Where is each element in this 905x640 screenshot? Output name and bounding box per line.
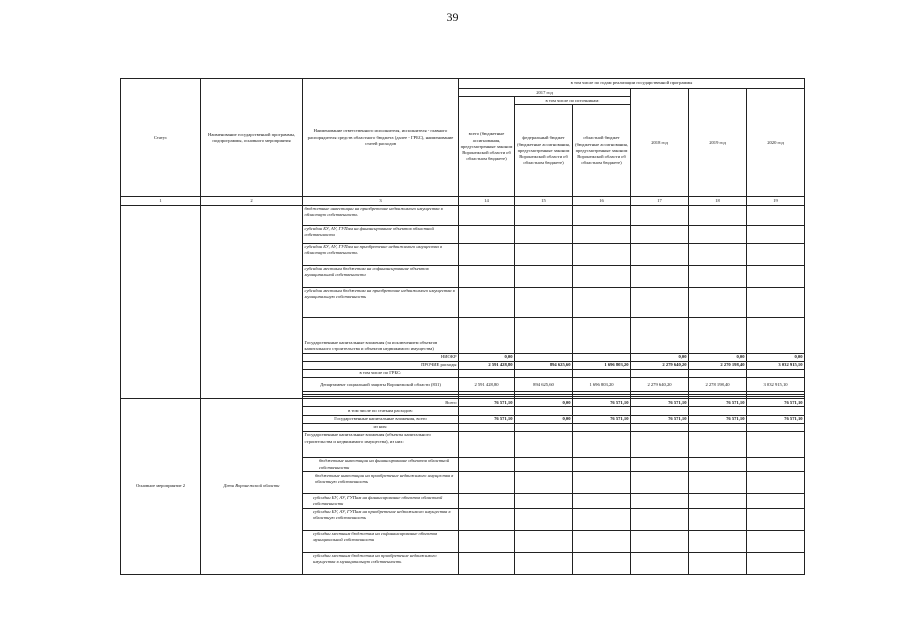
cap-total-v16: 76 571,10 bbox=[573, 415, 631, 423]
dept-v18: 2 278 198,40 bbox=[689, 378, 747, 392]
other-v17: 2 279 640,20 bbox=[631, 361, 689, 369]
row-label: субсидии БУ, АУ, ГУПам на приобретение недвижимого имущества в областную собственность bbox=[303, 508, 459, 530]
row-label: Государственные капитальные вложения (за исключением объектов капитального строительства и объектов недвижимого имущества) bbox=[303, 317, 459, 353]
header-status: Статус bbox=[121, 79, 201, 197]
cap-total-v17: 76 571,10 bbox=[631, 415, 689, 423]
dept-v17: 2 279 640,20 bbox=[631, 378, 689, 392]
col-number: 19 bbox=[747, 197, 805, 205]
other-v14: 2 591 428,80 bbox=[459, 361, 515, 369]
cap-total-v15: 0,00 bbox=[515, 415, 573, 423]
niokr-v16 bbox=[573, 353, 631, 361]
other-label: ПРОЧИЕ расходы bbox=[303, 361, 459, 369]
header-federal: федеральный бюджет (бюджетные ассигнования, предусмотренные законом Воронежской области об областном бюджете) bbox=[515, 105, 573, 197]
column-numbers-row bbox=[121, 197, 805, 205]
col-number: 17 bbox=[631, 197, 689, 205]
niokr-v15 bbox=[515, 353, 573, 361]
cap-total-v19: 76 571,10 bbox=[747, 415, 805, 423]
header-2018: 2018 год bbox=[631, 89, 689, 197]
row-label: субсидии БУ, АУ, ГУПам на финансирование объектов областной собственности bbox=[303, 225, 459, 243]
row-label: бюджетные инвестиции на приобретение недвижимого имущества в областную собственность bbox=[303, 472, 459, 494]
total-v18: 76 571,10 bbox=[689, 399, 747, 407]
other-v18: 2 270 198,40 bbox=[689, 361, 747, 369]
col-number: 15 bbox=[515, 197, 573, 205]
incl-of-them-label: из них: bbox=[303, 423, 459, 431]
col-number: 14 bbox=[459, 197, 515, 205]
program-cell-empty bbox=[201, 205, 303, 399]
niokr-label: НИОКР bbox=[303, 353, 459, 361]
row-label: субсидии местным бюджетам на софинансирование объектов муниципальной собственности bbox=[303, 530, 459, 552]
total-v16: 76 571,10 bbox=[573, 399, 631, 407]
niokr-v18: 0,00 bbox=[689, 353, 747, 361]
table-row bbox=[121, 205, 805, 225]
col-number: 3 bbox=[303, 197, 459, 205]
dept-v19: 3 032 915,10 bbox=[747, 378, 805, 392]
other-v19: 3 032 915,10 bbox=[747, 361, 805, 369]
page-number: 39 bbox=[446, 10, 459, 24]
cap-total-v18: 76 571,10 bbox=[689, 415, 747, 423]
other-v16: 1 696 803,20 bbox=[573, 361, 631, 369]
dept-v15: 894 625,60 bbox=[515, 378, 573, 392]
cap-total-v14: 76 571,10 bbox=[459, 415, 515, 423]
dept-v16: 1 696 803,20 bbox=[573, 378, 631, 392]
header-program-name: Наименование государственной программы, подпрограммы, основного мероприятия bbox=[201, 79, 303, 197]
total-v19: 76 571,10 bbox=[747, 399, 805, 407]
row-label: бюджетные инвестиции на финансирование объектов областной собственности bbox=[303, 457, 459, 471]
col-number: 16 bbox=[573, 197, 631, 205]
row-label: субсидии местным бюджетам на приобретение недвижимого имущества в муниципальную собственность bbox=[303, 552, 459, 574]
total-v14: 76 571,10 bbox=[459, 399, 515, 407]
incl-items-label: в том числе по статьям расходов: bbox=[303, 407, 459, 415]
main-event-name: Дети Воронежской области bbox=[201, 399, 303, 575]
main-event-status: Основное мероприятие 2 bbox=[121, 399, 201, 575]
total-v17: 76 571,10 bbox=[631, 399, 689, 407]
dept-v14: 2 591 428,80 bbox=[459, 378, 515, 392]
col-number: 2 bbox=[201, 197, 303, 205]
header-year-2017: 2017 год bbox=[459, 89, 631, 97]
header-regional: областной бюджет (бюджетные ассигнования, предусмотренные законом Воронежской области об областном бюджете) bbox=[573, 105, 631, 197]
header-2020: 2020 год bbox=[747, 89, 805, 197]
incl-grbs-label: в том числе по ГРБС: bbox=[303, 369, 459, 377]
row-label: субсидии местным бюджетам на софинансирование объектов муниципальной собственности bbox=[303, 265, 459, 287]
budget-table bbox=[120, 78, 805, 575]
cap-total-label: Государственные капитальные вложения, всего bbox=[303, 415, 459, 423]
header-by-years: в том числе по годам реализации государственной программы bbox=[459, 79, 805, 89]
col-number: 1 bbox=[121, 197, 201, 205]
niokr-v19: 0,00 bbox=[747, 353, 805, 361]
header-2019: 2019 год bbox=[689, 89, 747, 197]
status-cell-empty bbox=[121, 205, 201, 399]
row-label: бюджетные инвестиции на приобретение недвижимого имущества в областную собственность bbox=[303, 205, 459, 225]
niokr-v14: 0,00 bbox=[459, 353, 515, 361]
header-executor: Наименование ответственного исполнителя, исполнителя - главного распорядителя средств областного бюджета (далее - ГРБС), наименование статей расходов bbox=[303, 79, 459, 197]
row-label: субсидии местным бюджетам на приобретение недвижимого имущества в муниципальную собственность bbox=[303, 287, 459, 317]
header-incl-sources: в том числе по источникам: bbox=[515, 97, 631, 105]
other-v15: 894 625,60 bbox=[515, 361, 573, 369]
row-label: субсидии БУ, АУ, ГУПам на приобретение недвижимого имущества в областную собственность bbox=[303, 243, 459, 265]
header-total-budget: всего (бюджетные ассигнования, предусмотренные законом Воронежской области об областном бюджете) bbox=[459, 97, 515, 197]
niokr-v17: 0,00 bbox=[631, 353, 689, 361]
dept-label: Департамент социальной защиты Воронежской области (831) bbox=[303, 378, 459, 392]
table-row bbox=[121, 399, 805, 407]
total-v15: 0,00 bbox=[515, 399, 573, 407]
row-label: Государственные капитальные вложения (объекты капитального строительства и недвижимого имущества), из них: bbox=[303, 431, 459, 457]
row-label: субсидии БУ, АУ, ГУПам на финансирование объектов областной собственности bbox=[303, 494, 459, 508]
col-number: 18 bbox=[689, 197, 747, 205]
total-label: Всего bbox=[303, 399, 459, 407]
